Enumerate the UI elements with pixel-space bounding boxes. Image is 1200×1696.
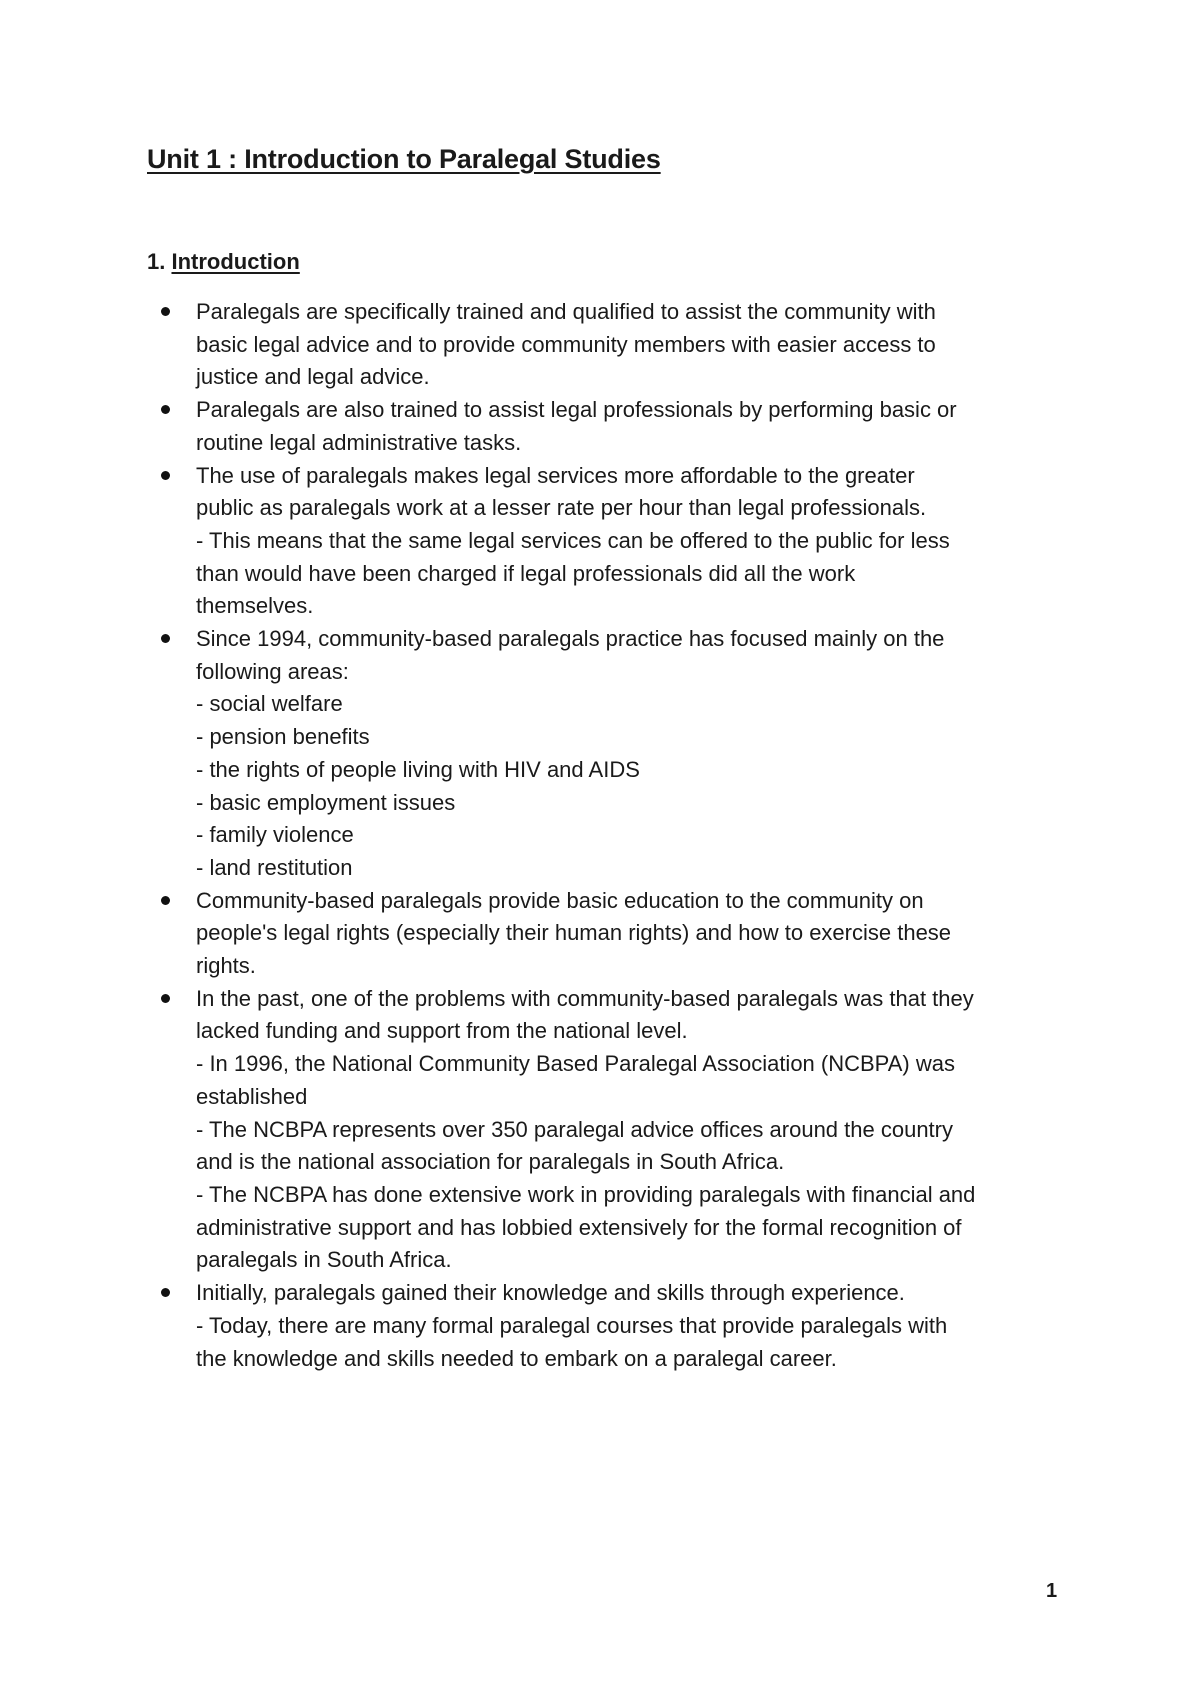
- bullet-text-line: and is the national association for paralegals in South Africa.: [196, 1149, 785, 1175]
- bullet-text-line: - basic employment issues: [196, 789, 456, 815]
- bullet-text-line: themselves.: [196, 593, 314, 619]
- bullet-text-line: established: [196, 1083, 308, 1109]
- bullet-text-line: administrative support and has lobbied extensively for the formal recognition of: [196, 1214, 962, 1240]
- bullet-text-line: In the past, one of the problems with community-based paralegals was that they: [196, 985, 974, 1011]
- section-heading: [147, 249, 300, 275]
- bullet-text-line: Paralegals are specifically trained and qualified to assist the community with: [196, 299, 936, 324]
- bullet-text-line: - In 1996, the National Community Based Paralegal Association (NCBPA) was: [196, 1051, 955, 1077]
- section-heading-text: Introduction: [171, 249, 300, 274]
- bullet-text-line: public as paralegals work at a lesser rate per hour than legal professionals.: [196, 495, 927, 521]
- bullet-text-line: people's legal rights (especially their human rights) and how to exercise these: [196, 920, 952, 946]
- page-title: Unit 1 : Introduction to Paralegal Studies: [147, 144, 661, 174]
- bullet-text-line: rights.: [196, 953, 256, 979]
- bullet-dot-icon: [161, 471, 170, 480]
- list-item: [0, 460, 1076, 624]
- list-item: [0, 885, 1076, 983]
- bullet-dot-icon: [161, 994, 170, 1003]
- bullet-text-line: basic legal advice and to provide community members with easier access to: [196, 331, 936, 357]
- list-item: [0, 394, 1076, 459]
- bullet-text-line: Community-based paralegals provide basic education to the community on: [196, 887, 924, 913]
- bullet-text-line: - Today, there are many formal paralegal courses that provide paralegals with: [196, 1312, 948, 1338]
- bullet-dot-icon: [161, 405, 170, 414]
- bullet-text-line: - The NCBPA represents over 350 paralegal advice offices around the country: [196, 1116, 953, 1142]
- bullet-dot-icon: [161, 307, 170, 316]
- bullet-text-line: - the rights of people living with HIV and AIDS: [196, 756, 640, 782]
- bullet-text-line: Paralegals are also trained to assist legal professionals by performing basic or: [196, 397, 957, 423]
- section-number: 1.: [147, 249, 166, 274]
- bullet-text-line: - This means that the same legal services can be offered to the public for less: [196, 527, 950, 553]
- bullet-dot-icon: [161, 1288, 170, 1297]
- bullet-text-line: Since 1994, community-based paralegals practice has focused mainly on the: [196, 626, 945, 652]
- list-item: [0, 983, 1076, 1277]
- bullet-text-line: - land restitution: [196, 854, 353, 880]
- bullet-text-line: - family violence: [196, 822, 354, 848]
- page-number: 1: [1046, 1580, 1058, 1602]
- bullet-text-line: following areas:: [196, 658, 349, 684]
- bullet-text-line: lacked funding and support from the national level.: [196, 1018, 688, 1044]
- bullet-text-line: routine legal administrative tasks.: [196, 429, 522, 455]
- bullet-text-line: paralegals in South Africa.: [196, 1247, 452, 1273]
- bullet-list: [0, 296, 1200, 1375]
- bullet-dot-icon: [161, 896, 170, 905]
- bullet-text-line: - pension benefits: [196, 724, 370, 750]
- list-item: [0, 296, 1076, 394]
- list-item: [0, 1277, 1076, 1375]
- bullet-text-line: justice and legal advice.: [196, 364, 430, 390]
- bullet-text-line: - The NCBPA has done extensive work in providing paralegals with financial and: [196, 1181, 976, 1207]
- bullet-dot-icon: [161, 634, 170, 643]
- bullet-text-line: - social welfare: [196, 691, 343, 717]
- bullet-text-line: The use of paralegals makes legal services more affordable to the greater: [196, 462, 915, 488]
- bullet-text-line: the knowledge and skills needed to embark on a paralegal career.: [196, 1345, 837, 1371]
- bullet-text-line: than would have been charged if legal professionals did all the work: [196, 560, 856, 586]
- list-item: [0, 623, 1076, 885]
- bullet-text-line: Initially, paralegals gained their knowledge and skills through experience.: [196, 1280, 905, 1306]
